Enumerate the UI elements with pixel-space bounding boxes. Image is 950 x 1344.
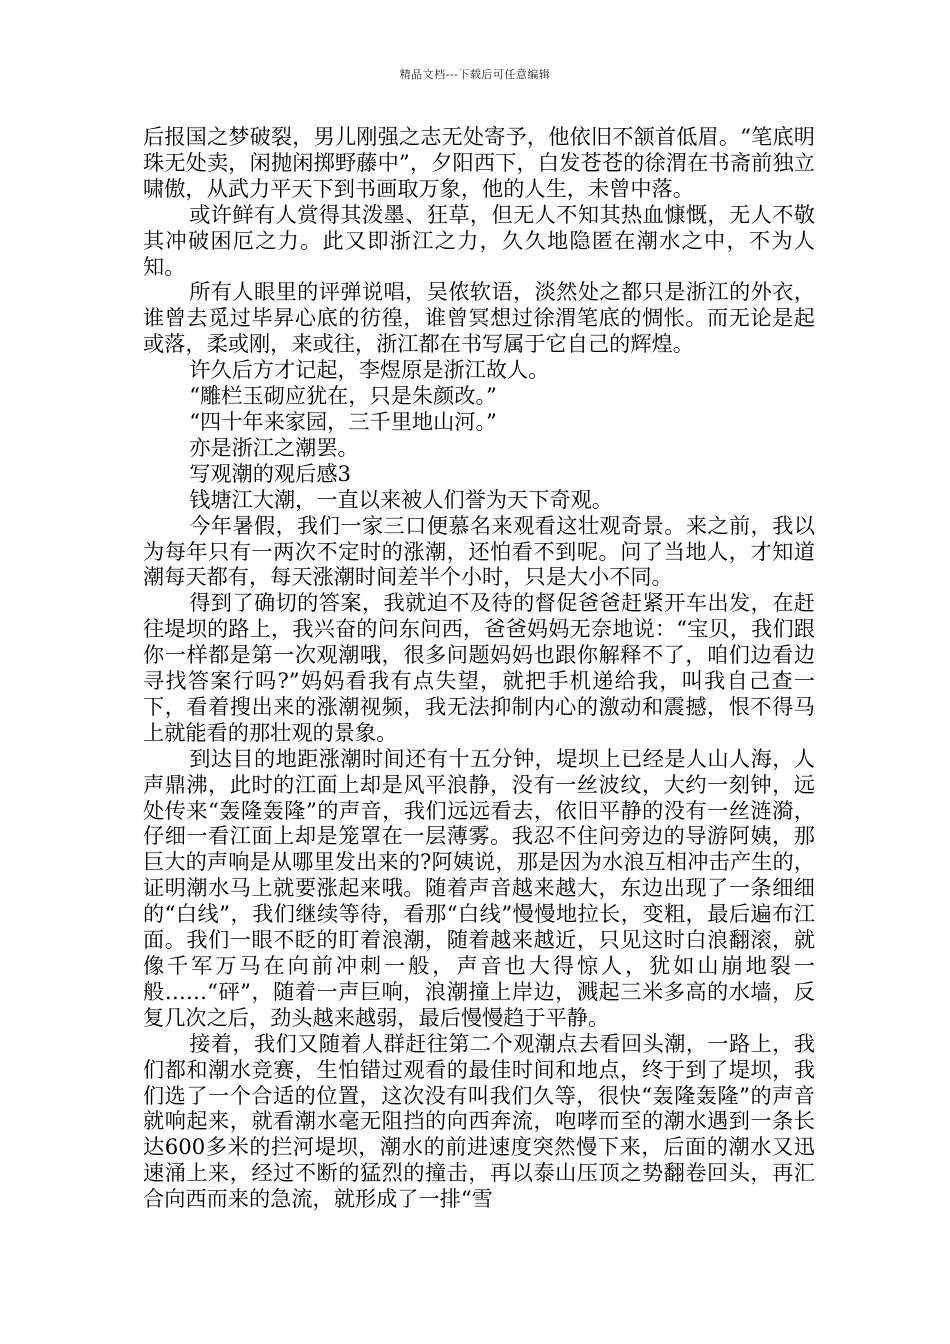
paragraph: 或许鲜有人赏得其泼墨、狂草，但无人不知其热血慷慨，无人不敬其冲破困厄之力。此又即浙江之力，久久地隐匿在潮水之中，不为人知。	[143, 201, 815, 279]
paragraph: 接着，我们又随着人群赶往第二个观潮点去看回头潮，一路上，我们都和潮水竞赛，生怕错过观看的最佳时间和地点，终于到了堤坝，我们选了一个合适的位置，这次没有叫我们久等，很快“轰隆轰隆”的声音就响起来，就看潮水毫无阻挡的向西奔流，咆哮而至的潮水遇到一条长达600多米的拦河堤坝，潮水的前进速度突然慢下来，后面的潮水又迅速涌上来，经过不断的猛烈的撞击，再以泰山压顶之势翻卷回头，再汇合向西而来的急流，就形成了一排“雪	[143, 1030, 815, 1212]
quote-line: “雕栏玉砌应犹在，只是朱颜改。”	[189, 383, 497, 409]
paragraph: 后报国之梦破裂，男儿刚强之志无处寄予，他依旧不颔首低眉。“笔底明珠无处卖，闲抛闲掷野藤中”，夕阳西下，白发苍苍的徐渭在书斋前独立啸傲，从武力平天下到书画取万象，他的人生，未曾中落。	[143, 124, 815, 201]
paragraph: 到达目的地距涨潮时间还有十五分钟，堤坝上已经是人山人海，人声鼎沸，此时的江面上却是风平浪静，没有一丝波纹，大约一刻钟，远处传来“轰隆轰隆”的声音，我们远远看去，依旧平静的没有一丝涟漪，仔细一看江面上却是笼罩在一层薄雾。我忍不住问旁边的导游阿姨，那巨大的声响是从哪里发出来的?阿姨说，那是因为水浪互相冲击产生的，证明潮水马上就要涨起来哦。随着声音越来越大，东边出现了一条细细的“白线”，我们继续等待，看那“白线”慢慢地拉长，变粗，最后遍布江面。我们一眼不眨的盯着浪潮，随着越来越近，只见这时白浪翻滚，就像千军万马在向前冲刺一般，声音也大得惊人，犹如山崩地裂一般……“砰”，随着一声巨响，浪潮撞上岸边，溅起三米多高的水墙，反复几次之后，劲头越来越弱，最后慢慢趋于平静。	[143, 745, 815, 1030]
paragraph: 所有人眼里的评弹说唱，吴侬软语，淡然处之都只是浙江的外衣，谁曾去觅过毕昇心底的彷徨，谁曾冥想过徐渭笔底的惆怅。而无论是起或落，柔或刚，来或往，浙江都在书写属于它自己的辉煌。	[143, 279, 815, 357]
paragraph: 钱塘江大潮，一直以来被人们誉为天下奇观。	[189, 486, 613, 512]
page-header: 精品文档---下载后可任意编辑	[399, 68, 551, 81]
section-title: 写观潮的观后感3	[189, 460, 351, 486]
paragraph: 得到了确切的答案，我就迫不及待的督促爸爸赶紧开车出发，在赶往堤坝的路上，我兴奋的问东问西，爸爸妈妈无奈地说：“宝贝，我们跟你一样都是第一次观潮哦，很多问题妈妈也跟你解释不了，咱们边看边寻找答案行吗?”妈妈看我有点失望，就把手机递给我，叫我自己查一下，看着搜出来的涨潮视频，我无法抑制内心的激动和震撼，恨不得马上就能看的那壮观的景象。	[143, 590, 815, 745]
quote-line: “四十年来家园，三千里地山河。”	[189, 408, 497, 434]
document-body	[143, 124, 815, 1212]
paragraph: 亦是浙江之潮罢。	[189, 434, 359, 460]
paragraph: 许久后方才记起，李煜原是浙江故人。	[189, 357, 550, 383]
paragraph: 今年暑假，我们一家三口便慕名来观看这壮观奇景。来之前，我以为每年只有一两次不定时的涨潮，还怕看不到呢。问了当地人，才知道潮每天都有，每天涨潮时间差半个小时，只是大小不同。	[143, 512, 815, 590]
